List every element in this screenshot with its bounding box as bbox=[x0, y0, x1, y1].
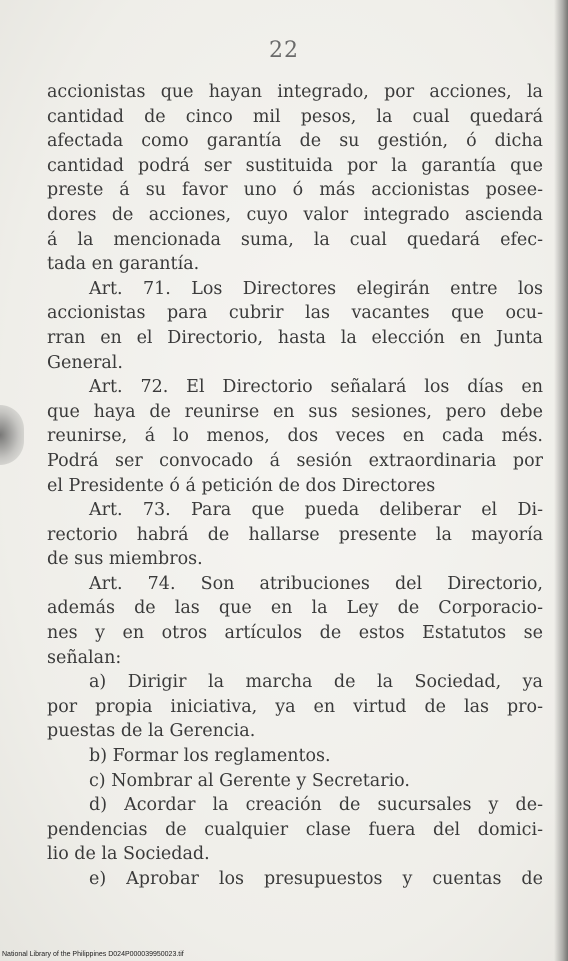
text-line: afectada como garantía de su gestión, ó dicha bbox=[47, 131, 543, 152]
text-line: rran en el Directorio, hasta la elección en Junta bbox=[47, 327, 543, 348]
text-line: dores de acciones, cuyo valor integrado ascienda bbox=[47, 204, 543, 225]
list-item-b: b) Formar los reglamentos. bbox=[89, 746, 331, 767]
page-edge-shadow bbox=[554, 0, 568, 961]
list-item-c: c) Nombrar al Gerente y Secretario. bbox=[89, 770, 410, 791]
article-72-line: Art. 72. El Directorio señalará los días en bbox=[89, 377, 543, 398]
text-line: cantidad de cinco mil pesos, la cual quedará bbox=[47, 106, 543, 127]
list-item-d: d) Acordar la creación de sucursales y de- bbox=[89, 795, 543, 816]
list-item-a: a) Dirigir la marcha de la Sociedad, ya bbox=[89, 672, 543, 693]
text-line: por propia iniciativa, ya en virtud de las pro- bbox=[47, 696, 543, 717]
text-line: tada en garantía. bbox=[47, 254, 200, 275]
article-73-line: Art. 73. Para que pueda deliberar el Di- bbox=[89, 500, 543, 521]
article-71-line: Art. 71. Los Directores elegirán entre los bbox=[89, 278, 543, 299]
list-item-e: e) Aprobar los presupuestos y cuentas de bbox=[89, 869, 543, 889]
text-line: puestas de la Gerencia. bbox=[47, 721, 256, 742]
text-line: que haya de reunirse en sus sesiones, pero debe bbox=[47, 401, 543, 422]
text-line: accionistas para cubrir las vacantes que ocu- bbox=[47, 303, 543, 324]
article-74-line: Art. 74. Son atribuciones del Directorio, bbox=[89, 573, 543, 594]
text-line: pendencias de cualquier clase fuera del domici- bbox=[47, 819, 543, 840]
text-line: preste á su favor uno ó más accionistas posee- bbox=[47, 180, 543, 201]
text-line: General. bbox=[47, 352, 123, 373]
body-text bbox=[47, 80, 543, 892]
text-line: nes y en otros artículos de estos Estatutos se bbox=[47, 623, 543, 644]
text-line: señalan: bbox=[47, 647, 122, 668]
text-line: lio de la Sociedad. bbox=[47, 844, 210, 865]
scan-footer: National Library of the Philippines D024P000039950023.tif bbox=[2, 951, 184, 958]
text-line: de sus miembros. bbox=[47, 549, 203, 570]
page-number: 22 bbox=[269, 38, 299, 63]
text-line: el Presidente ó á petición de dos Directores bbox=[47, 475, 436, 496]
text-line: rectorio habrá de hallarse presente la mayoría bbox=[47, 524, 543, 545]
text-line: reunirse, á lo menos, dos veces en cada més. bbox=[47, 426, 543, 447]
text-line: á la mencionada suma, la cual quedará efec- bbox=[47, 229, 543, 250]
text-line: Podrá ser convocado á sesión extraordinaria por bbox=[47, 450, 543, 471]
text-line: cantidad podrá ser sustituida por la garantía que bbox=[47, 155, 543, 176]
thumb-smudge bbox=[0, 405, 24, 465]
text-line: accionistas que hayan integrado, por acciones, la bbox=[47, 82, 543, 102]
text-line: además de las que en la Ley de Corporacio- bbox=[47, 598, 543, 619]
